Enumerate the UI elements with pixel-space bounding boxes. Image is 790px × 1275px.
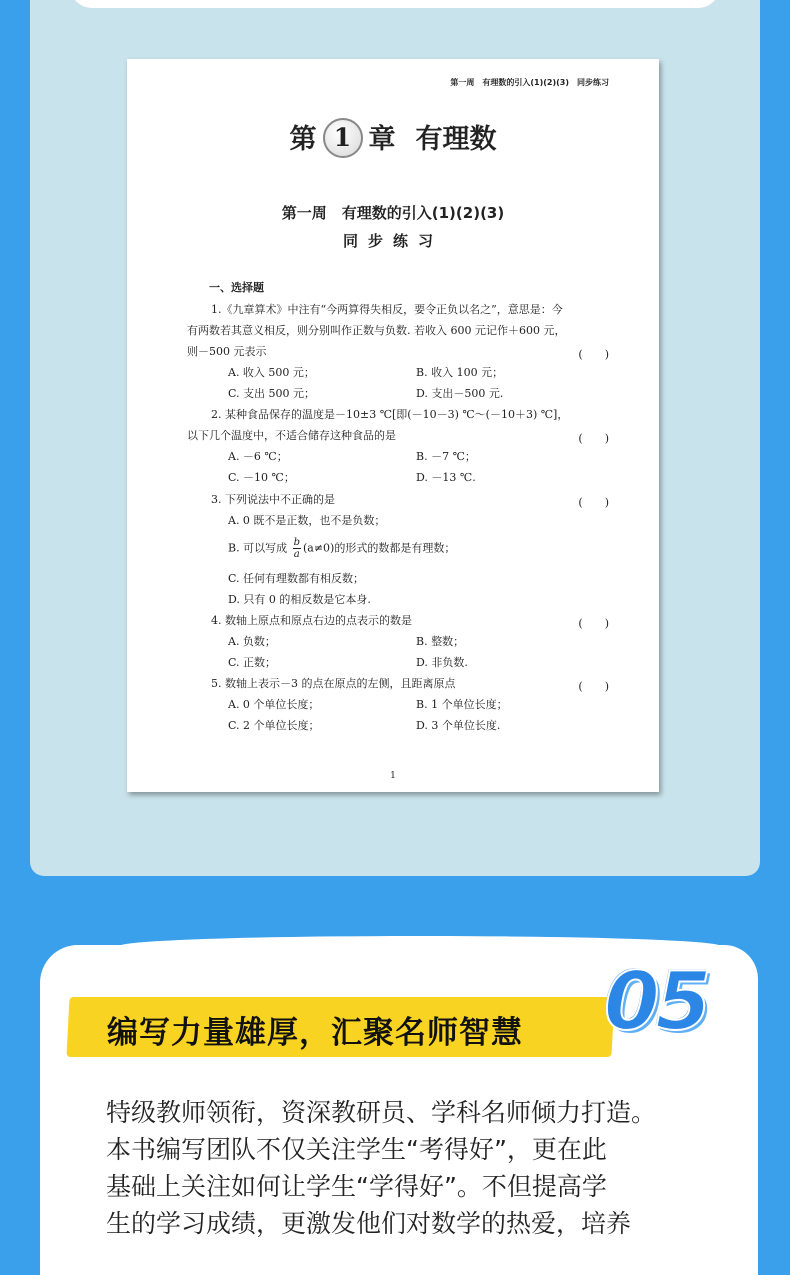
answer-paren: ( ) [578,680,609,693]
option: B. 1 个单位长度； [416,698,508,711]
option: B. 收入 100 元； [416,366,504,379]
fraction [293,537,301,560]
question-line: 2. 某种食品保存的温度是－10±3 ℃[即(－10－3) ℃～(－10＋3) ℃]， [211,408,569,421]
body-line: 特级教师领衔，资深教研员、学科名师倾力打造。 [106,1098,657,1127]
option-text: B. 可以写成 [228,541,288,555]
question-line: 以下几个温度中，不适合储存这种食品的是 [187,429,396,442]
answer-paren: ( ) [578,617,609,630]
option: A. 收入 500 元； [228,366,315,379]
option: D. 3 个单位长度. [416,719,501,732]
option: B. 整数； [416,635,465,648]
fraction-numerator: b [293,537,300,548]
option: A. 0 既不是正数，也不是负数； [228,514,386,527]
option: B. －7 ℃； [416,450,476,463]
question-line: 4. 数轴上原点和原点右边的点表示的数是 [211,614,412,627]
question-line: 5. 数轴上表示－3 的点在原点的左侧，且距离原点 [211,677,456,690]
answer-paren: ( ) [578,432,609,445]
fraction-denominator: a [293,549,300,560]
answer-paren: ( ) [578,348,609,361]
option: D. －13 ℃. [416,471,476,484]
part-heading: 一、选择题 [209,281,264,294]
question-line: 有两数若其意义相反，则分别叫作正数与负数. 若收入 600 元记作＋600 元， [187,324,566,337]
option: A. 0 个单位长度； [228,698,320,711]
body-line: 生的学习成绩，更激发他们对数学的热爱，培养 [106,1209,632,1238]
option: C. 任何有理数都有相反数； [228,572,365,585]
cloud-edge [70,0,720,8]
section-title: 第一周 有理数的引入(1)(2)(3) [281,204,505,222]
feature-heading: 编写力量雄厚，汇聚名师智慧 [107,1015,523,1051]
chapter-number-badge: 1 [323,118,363,158]
option: A. －6 ℃； [228,450,288,463]
option: D. 只有 0 的相反数是它本身. [228,593,371,606]
sub-title: 同步练习 [342,232,443,250]
chapter-title: 有理数 [415,124,497,155]
option: C. －10 ℃； [228,471,295,484]
page-number: 1 [390,771,396,781]
option: C. 正数； [228,656,277,669]
body-line: 基础上关注如何让学生“学得好”。不但提高学 [106,1172,607,1201]
question-line: 3. 下列说法中不正确的是 [211,493,335,506]
option: D. 非负数. [416,656,468,669]
option: C. 2 个单位长度； [228,719,320,732]
running-head: 第一周 有理数的引入(1)(2)(3) 同步练习 [450,78,609,87]
chapter-suffix: 章 [368,124,396,155]
chapter-heading [127,117,659,164]
option: C. 支出 500 元； [228,387,316,400]
option-text: (a≠0)的形式的数都是有理数； [302,541,456,555]
textbook-page [127,59,659,792]
feature-number-badge: 05 [604,955,708,1048]
option: A. 负数； [228,635,276,648]
option: D. 支出－500 元. [416,387,504,400]
chapter-prefix: 第 [289,124,317,155]
body-line: 本书编写团队不仅关注学生“考得好”，更在此 [106,1135,607,1164]
answer-paren: ( ) [578,496,609,509]
feature-body [106,1094,716,1242]
option-with-fraction [228,537,455,560]
question-line: 1.《九章算术》中注有“今两算得失相反，要令正负以名之”，意思是：今 [211,303,563,316]
question-line: 则－500 元表示 [187,345,267,358]
